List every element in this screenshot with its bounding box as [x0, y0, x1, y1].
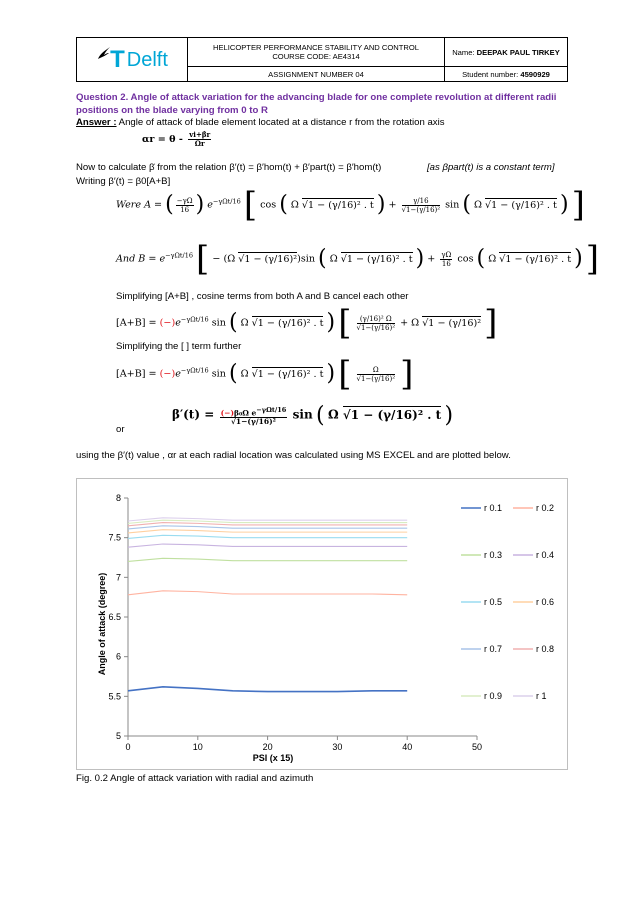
chart-series	[128, 518, 407, 692]
apb-label-1: [A+B] =	[116, 317, 157, 329]
label-a: Were A =	[116, 199, 163, 211]
x-tick-label: 50	[471, 742, 483, 752]
course-title	[188, 38, 445, 67]
course-code: COURSE CODE: AE4314	[272, 52, 360, 61]
assignment-number: ASSIGNMENT NUMBER 04	[188, 67, 445, 82]
equation-beta-dot: β′(t) = $\frac{\text{(−)β₀Ω e−γΩt/16}}{\text{√1−(γ/16)²}}$ sin ( Ω √1 − (γ/16)² . t )	[172, 403, 454, 428]
y-tick-label: 7.5	[108, 532, 121, 543]
alpha-numerator: vi+β̇r	[189, 130, 211, 139]
series-line-r-0-2	[128, 591, 407, 595]
beta-dot-lhs: β′(t) =	[172, 407, 215, 422]
alpha-fraction	[188, 131, 211, 148]
minus-sign-2: (−)	[159, 368, 176, 380]
x-axis-title: PSI (x 15)	[252, 753, 294, 763]
or-label: or	[116, 424, 125, 435]
chart-legend	[461, 503, 554, 701]
tudelft-logo	[80, 45, 184, 73]
answer-text: Angle of attack of blade element located at a distance r from the rotation axis	[116, 117, 445, 128]
now-text: Now to calculate β̇ from the relation β′(t) = β′hom(t) + β′part(t) = β′hom(t)	[76, 162, 382, 173]
legend-label: r 0.1	[484, 503, 503, 513]
name-cell	[445, 38, 568, 67]
simplifying-2: Simplifying the [ ] term further	[116, 341, 242, 352]
legend-label: r 0.6	[536, 597, 555, 607]
alpha-lhs: αr = θ -	[142, 134, 183, 145]
label-b: And B =	[116, 253, 157, 265]
minus-sign-1: (−)	[159, 317, 176, 329]
y-tick-label: 6	[115, 651, 121, 662]
legend-label: r 0.4	[536, 550, 555, 560]
student-cell	[445, 67, 568, 82]
course-title-line1: HELICOPTER PERFORMANCE STABILITY AND CONTROL	[212, 43, 420, 52]
legend-label: r 0.8	[536, 644, 555, 654]
alpha-denominator: Ωr	[194, 139, 205, 148]
y-tick-label: 8	[115, 493, 121, 503]
y-tick-label: 5	[115, 731, 121, 741]
chart-container	[76, 478, 568, 770]
series-line-r-0-4	[128, 544, 407, 547]
now-line	[76, 162, 381, 173]
name-value: DEEPAK PAUL TIRKEY	[476, 47, 560, 57]
y-tick-label: 5.5	[108, 691, 121, 702]
series-line-r-0-7	[128, 526, 407, 529]
logo-text: Delft	[126, 48, 168, 71]
name-label: Name:	[452, 47, 477, 57]
y-tick-label: 6.5	[108, 612, 121, 622]
now-note: [as βpart(t) is a constant term]	[427, 162, 555, 173]
logo-cell	[77, 38, 188, 82]
legend-label: r 1	[536, 691, 547, 701]
x-tick-label: 10	[192, 742, 203, 752]
logo-letter: T	[110, 45, 125, 73]
y-tick-label: 7	[115, 572, 121, 583]
series-line-r-0-3	[128, 558, 407, 561]
apb-label-2: [A+B] =	[116, 368, 157, 380]
writing-line: Writing β′(t) = β0[A+B]	[76, 176, 171, 187]
series-line-r-0-1	[128, 687, 407, 692]
x-tick-label: 0	[125, 742, 131, 752]
equation-a: Were A = ( $\frac{-\gamma\Omega}{16}$ ) $e^{-\gamma\Omega t/16}$ [ cos ( Ω √1 − (γ/16)² . t ) + $\frac{\gamma/16}{\text{√1−(γ/16)²}}$ sin ( Ω √1 − (γ/16)² . t ) ]	[116, 185, 585, 225]
aoa-chart	[77, 479, 567, 769]
legend-label: r 0.5	[484, 597, 503, 607]
minus-sign-3: (−)	[220, 408, 234, 418]
legend-label: r 0.2	[536, 503, 555, 513]
alpha-equation	[142, 131, 213, 148]
equation-apb-2: $[A+B] = (-)e^{-\gamma\Omega t/16}$ sin ( Ω √1 − (γ/16)² . t ) [ $\frac{\Omega}{\text{√1−(γ/16)²}}$ ]	[116, 354, 414, 394]
legend-label: r 0.7	[484, 644, 503, 654]
using-line: using the β′(t) value , αr at each radial location was calculated using MS EXCEL and are plotted below.	[76, 450, 511, 461]
simplifying-1: Simplifying [A+B] , cosine terms from both A and B cancel each other	[116, 291, 409, 302]
answer-line	[76, 117, 445, 128]
question-heading: Question 2. Angle of attack variation for the advancing blade for one complete revolution at different radii positions on the blade varying from 0 to R	[76, 92, 557, 116]
legend-label: r 0.9	[484, 691, 503, 701]
x-tick-label: 20	[262, 742, 273, 752]
x-tick-label: 40	[402, 742, 413, 752]
equation-apb-1: $[A+B] = (-)e^{-\gamma\Omega t/16}$ sin ( Ω √1 − (γ/16)² . t ) [ $\frac{\text{(γ/16)² Ω}}{\text{√1−(γ/16)²}}$ + Ω √1 − (γ/16)² ]	[116, 303, 498, 343]
series-line-r-0-6	[128, 530, 407, 533]
y-axis-title: Angle of attack (degree)	[97, 572, 107, 676]
series-line-r-0-5	[128, 535, 407, 538]
answer-label: Answer :	[76, 117, 117, 128]
legend-label: r 0.3	[484, 550, 503, 560]
student-value: 4590929	[520, 69, 550, 79]
student-label: Student number:	[462, 69, 521, 79]
header-table	[76, 37, 568, 82]
x-tick-label: 30	[332, 742, 343, 752]
figure-caption: Fig. 0.2 Angle of attack variation with radial and azimuth	[76, 773, 314, 784]
equation-b: And $B = e^{-\gamma\Omega t/16}$ [ − (Ω √1 − (γ/16)²)sin ( Ω √1 − (γ/16)² . t ) + $\frac{\gamma\Omega}{16}$ cos ( Ω √1 − (γ/16)² . t ) ]	[116, 239, 600, 279]
